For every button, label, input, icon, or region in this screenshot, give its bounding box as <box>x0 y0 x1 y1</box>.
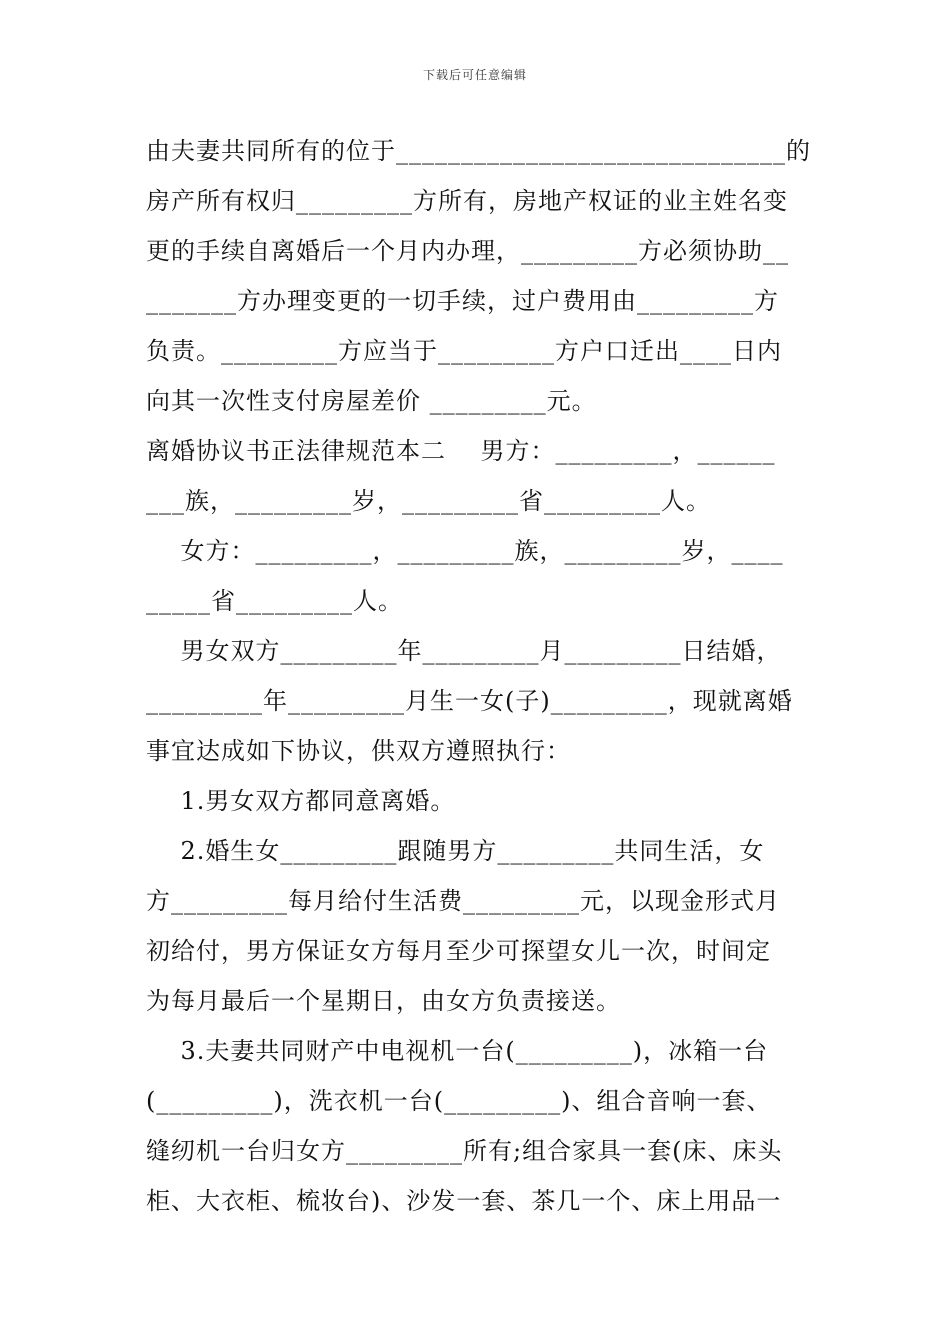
text-line: ___族，_________岁，_________省_________人。 <box>146 487 711 515</box>
text-line: 更的手续自离婚后一个月内办理，_________方必须协助__ <box>146 237 789 265</box>
text-line: 为每月最后一个星期日，由女方负责接送。 <box>146 987 621 1015</box>
text-line: 女方：_________，_________族，_________岁，____ <box>146 537 784 565</box>
text-line: 初给付，男方保证女方每月至少可探望女儿一次，时间定 <box>146 937 771 965</box>
text-line: 房产所有权归_________方所有，房地产权证的业主姓名变 <box>146 187 788 215</box>
text-line: (_________)，洗衣机一台(_________)、组合音响一套、 <box>146 1087 772 1115</box>
text-line: 3.夫妻共同财产中电视机一台(_________)，冰箱一台 <box>146 1037 769 1065</box>
text-line: 方_________每月给付生活费_________元，以现金形式月 <box>146 887 780 915</box>
text-line: 缝纫机一台归女方_________所有;组合家具一套(床、床头 <box>146 1137 783 1165</box>
page-header: 下载后可任意编辑 <box>422 68 527 82</box>
text-line: 2.婚生女_________跟随男方_________共同生活，女 <box>146 837 765 865</box>
text-line: _____省_________人。 <box>146 587 403 615</box>
text-line: 离婚协议书正法律规范本二 男方：_________，______ <box>146 437 776 465</box>
text-line: _________年_________月生一女(子)_________，现就离婚 <box>146 687 793 715</box>
document-body <box>146 126 816 1226</box>
text-line: 向其一次性支付房屋差价 _________元。 <box>146 387 597 415</box>
text-line: 由夫妻共同所有的位于______________________________的 <box>146 137 811 165</box>
text-line: _______方办理变更的一切手续，过户费用由_________方 <box>146 287 779 315</box>
text-line: 事宜达成如下协议，供双方遵照执行： <box>146 737 571 765</box>
text-line: 负责。_________方应当于_________方户口迁出____日内 <box>146 337 782 365</box>
text-line: 1.男女双方都同意离婚。 <box>146 787 456 815</box>
text-line: 柜、大衣柜、梳妆台)、沙发一套、茶几一个、床上用品一 <box>146 1187 782 1215</box>
text-line: 男女双方_________年_________月_________日结婚， <box>146 637 782 665</box>
